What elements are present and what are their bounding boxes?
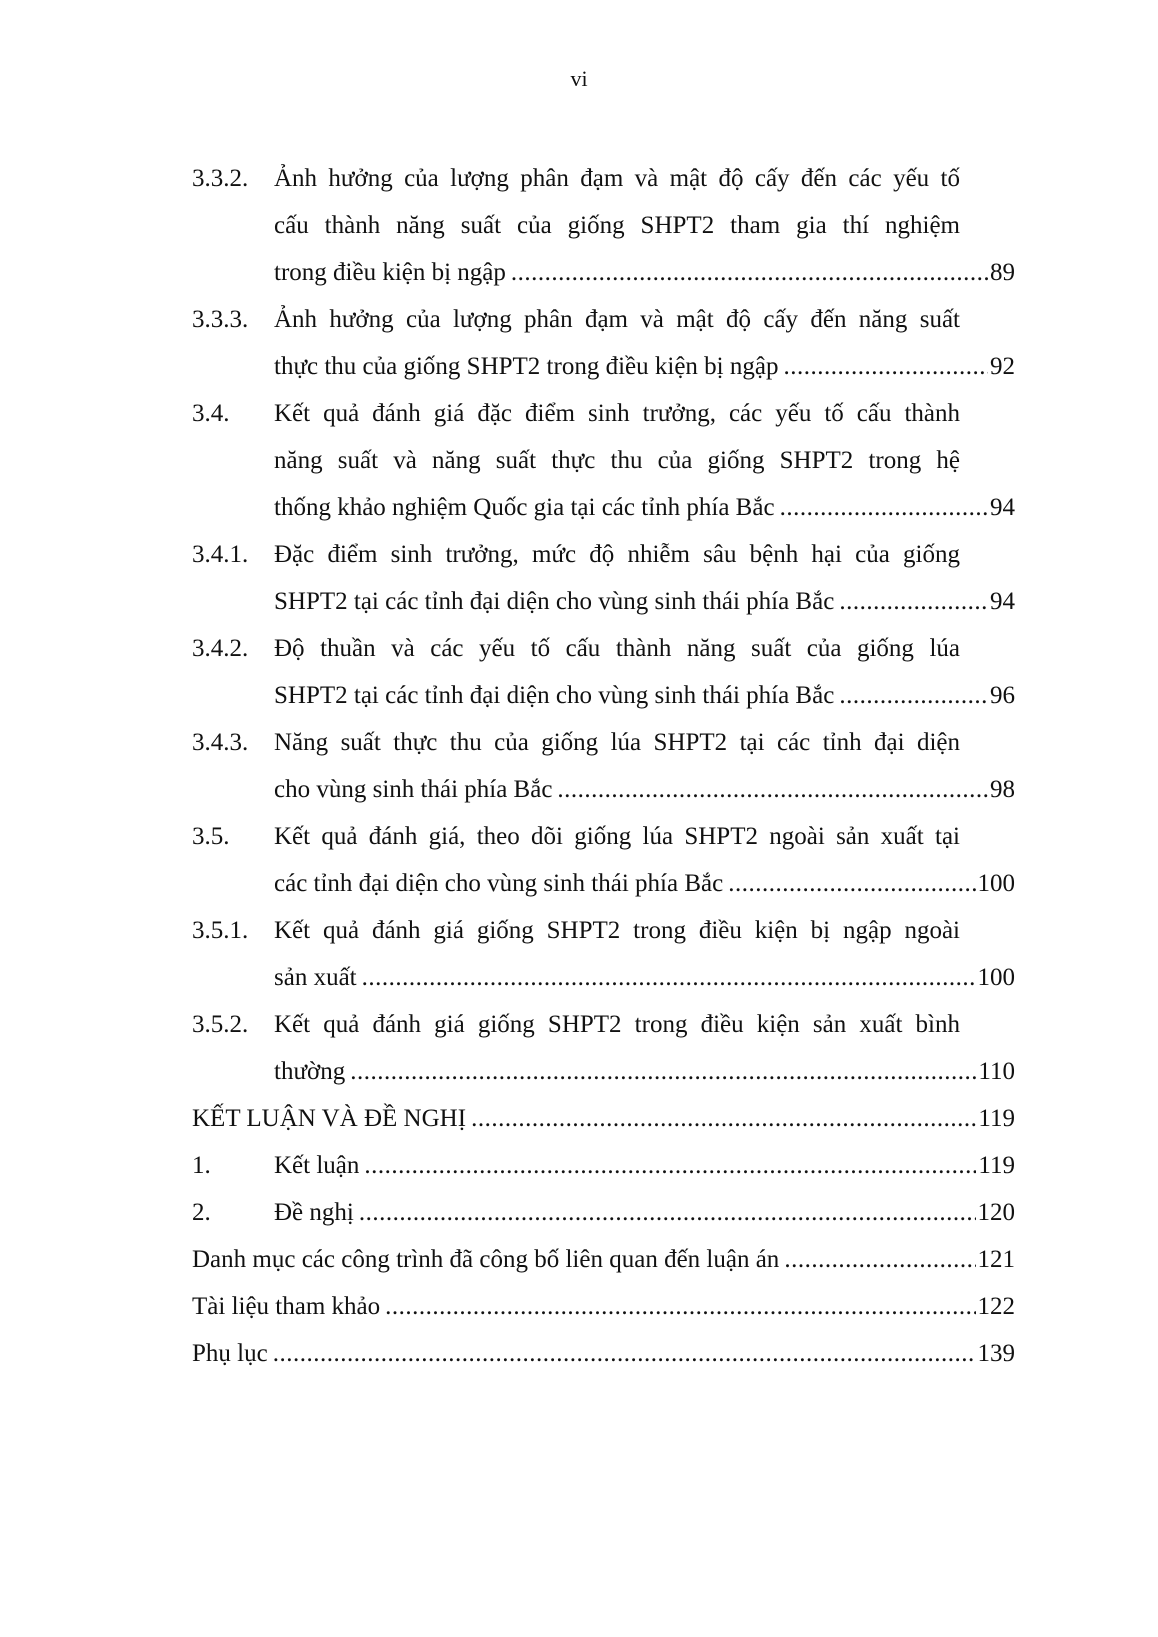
page-ref: 110 bbox=[978, 1058, 1015, 1085]
toc-entry bbox=[192, 1142, 1015, 1189]
page-ref: 94 bbox=[990, 588, 1015, 615]
toc-entry-last-line bbox=[192, 954, 1015, 1001]
toc-entry-last-line bbox=[192, 1330, 1015, 1377]
section-title-line: năng suất và năng suất thực thu của giống SHPT2 trong hệ bbox=[274, 447, 960, 474]
section-title-line: Kết quả đánh giá giống SHPT2 trong điều kiện bị ngập ngoài bbox=[274, 917, 960, 944]
toc-entry bbox=[192, 1236, 1015, 1283]
toc-entry bbox=[192, 296, 1015, 390]
toc-entry bbox=[192, 1095, 1015, 1142]
dot-leader bbox=[557, 766, 988, 813]
section-title-line: Kết quả đánh giá, theo dõi giống lúa SHPT2 ngoài sản xuất tại bbox=[274, 823, 960, 850]
section-number: 3.5. bbox=[192, 823, 230, 850]
section-title: Tài liệu tham khảo bbox=[192, 1293, 381, 1320]
section-number: 3.4.1. bbox=[192, 541, 249, 568]
toc-entry-line bbox=[192, 155, 1015, 202]
toc-entry-line bbox=[192, 437, 1015, 484]
toc-entry-last-line bbox=[192, 1189, 1015, 1236]
section-number: 3.4. bbox=[192, 400, 230, 427]
section-title-line: Đặc điểm sinh trưởng, mức độ nhiễm sâu bệnh hại của giống bbox=[274, 541, 960, 568]
dot-leader bbox=[780, 484, 988, 531]
section-number: 3.3.2. bbox=[192, 165, 249, 192]
toc-entry bbox=[192, 1189, 1015, 1236]
dot-leader bbox=[362, 954, 976, 1001]
dot-leader bbox=[728, 860, 975, 907]
section-title: Danh mục các công trình đã công bố liên quan đến luận án bbox=[192, 1246, 780, 1273]
toc-entry bbox=[192, 1330, 1015, 1377]
page-ref: 139 bbox=[977, 1340, 1015, 1367]
toc-entry-last-line bbox=[192, 578, 1015, 625]
toc-entry bbox=[192, 1283, 1015, 1330]
section-title: Phụ lục bbox=[192, 1340, 268, 1367]
dot-leader bbox=[273, 1330, 976, 1377]
section-title-line: Năng suất thực thu của giống lúa SHPT2 tại các tỉnh đại diện bbox=[274, 729, 960, 756]
toc-entry-last-line bbox=[192, 766, 1015, 813]
section-title: trong điều kiện bị ngập bbox=[274, 259, 506, 286]
toc-entry-line bbox=[192, 296, 1015, 343]
toc-entry-last-line bbox=[192, 860, 1015, 907]
page-ref: 120 bbox=[977, 1199, 1015, 1226]
section-number: 3.5.2. bbox=[192, 1011, 249, 1038]
toc-entry bbox=[192, 155, 1015, 296]
toc-entry-last-line bbox=[192, 343, 1015, 390]
toc-entry bbox=[192, 719, 1015, 813]
toc-entry-last-line bbox=[192, 249, 1015, 296]
toc-entry-last-line bbox=[192, 1283, 1015, 1330]
section-title: thống khảo nghiệm Quốc gia tại các tỉnh phía Bắc bbox=[274, 494, 775, 521]
toc-entry bbox=[192, 390, 1015, 531]
dot-leader bbox=[839, 672, 988, 719]
page-ref: 89 bbox=[990, 259, 1015, 286]
section-title-line: Độ thuần và các yếu tố cấu thành năng suất của giống lúa bbox=[274, 635, 960, 662]
dot-leader bbox=[350, 1048, 976, 1095]
dot-leader bbox=[385, 1283, 975, 1330]
page-ref: 121 bbox=[977, 1246, 1015, 1273]
page-ref: 94 bbox=[990, 494, 1015, 521]
section-title: thường bbox=[274, 1058, 346, 1085]
page-ref: 92 bbox=[990, 353, 1015, 380]
section-number: 3.3.3. bbox=[192, 306, 249, 333]
toc-entry bbox=[192, 1001, 1015, 1095]
dot-leader bbox=[839, 578, 988, 625]
section-title: SHPT2 tại các tỉnh đại diện cho vùng sinh thái phía Bắc bbox=[274, 682, 835, 709]
section-title: cho vùng sinh thái phía Bắc bbox=[274, 776, 553, 803]
toc-entry-last-line bbox=[192, 672, 1015, 719]
section-title: thực thu của giống SHPT2 trong điều kiện bị ngập bbox=[274, 353, 779, 380]
section-title-line: cấu thành năng suất của giống SHPT2 tham gia thí nghiệm bbox=[274, 212, 960, 239]
section-title: Đề nghị bbox=[274, 1199, 354, 1226]
section-number: 3.5.1. bbox=[192, 917, 249, 944]
page-ref: 122 bbox=[977, 1293, 1015, 1320]
dot-leader bbox=[471, 1095, 976, 1142]
toc-entry-line bbox=[192, 531, 1015, 578]
toc-entry bbox=[192, 907, 1015, 1001]
page-ref: 100 bbox=[977, 870, 1015, 897]
dot-leader bbox=[783, 343, 988, 390]
section-number: 3.4.2. bbox=[192, 635, 249, 662]
section-title-line: Ảnh hưởng của lượng phân đạm và mật độ cấy đến năng suất bbox=[274, 306, 960, 333]
page-ref: 119 bbox=[978, 1105, 1015, 1132]
dot-leader bbox=[359, 1189, 976, 1236]
toc-entry bbox=[192, 531, 1015, 625]
toc-entry-last-line bbox=[192, 1095, 1015, 1142]
toc-entry-line bbox=[192, 719, 1015, 766]
toc-entry bbox=[192, 625, 1015, 719]
section-title: KẾT LUẬN VÀ ĐỀ NGHỊ bbox=[192, 1105, 467, 1132]
section-title: các tỉnh đại diện cho vùng sinh thái phía Bắc bbox=[274, 870, 724, 897]
section-number: 2. bbox=[192, 1199, 211, 1226]
toc-entry-last-line bbox=[192, 1048, 1015, 1095]
toc-entry-line bbox=[192, 202, 1015, 249]
page-ref: 119 bbox=[978, 1152, 1015, 1179]
page-ref: 98 bbox=[990, 776, 1015, 803]
toc-entry-line bbox=[192, 813, 1015, 860]
section-title-line: Kết quả đánh giá đặc điểm sinh trưởng, các yếu tố cấu thành bbox=[274, 400, 960, 427]
dot-leader bbox=[364, 1142, 976, 1189]
toc-entry-last-line bbox=[192, 1236, 1015, 1283]
toc-entry-line bbox=[192, 625, 1015, 672]
dot-leader bbox=[784, 1236, 975, 1283]
toc-entry bbox=[192, 813, 1015, 907]
dot-leader bbox=[511, 249, 988, 296]
page-ref: 100 bbox=[977, 964, 1015, 991]
section-title: Kết luận bbox=[274, 1152, 360, 1179]
section-title: SHPT2 tại các tỉnh đại diện cho vùng sinh thái phía Bắc bbox=[274, 588, 835, 615]
toc-entry-last-line bbox=[192, 1142, 1015, 1189]
section-title: sản xuất bbox=[274, 964, 357, 991]
page-ref: 96 bbox=[990, 682, 1015, 709]
section-title-line: Ảnh hưởng của lượng phân đạm và mật độ cấy đến các yếu tố bbox=[274, 165, 960, 192]
toc-entry-line bbox=[192, 390, 1015, 437]
section-number: 3.4.3. bbox=[192, 729, 249, 756]
table-of-contents bbox=[192, 155, 1015, 1377]
section-number: 1. bbox=[192, 1152, 211, 1179]
toc-entry-line bbox=[192, 907, 1015, 954]
toc-entry-line bbox=[192, 1001, 1015, 1048]
section-title-line: Kết quả đánh giá giống SHPT2 trong điều kiện sản xuất bình bbox=[274, 1011, 960, 1038]
page-number: vi bbox=[570, 66, 588, 91]
toc-entry-last-line bbox=[192, 484, 1015, 531]
